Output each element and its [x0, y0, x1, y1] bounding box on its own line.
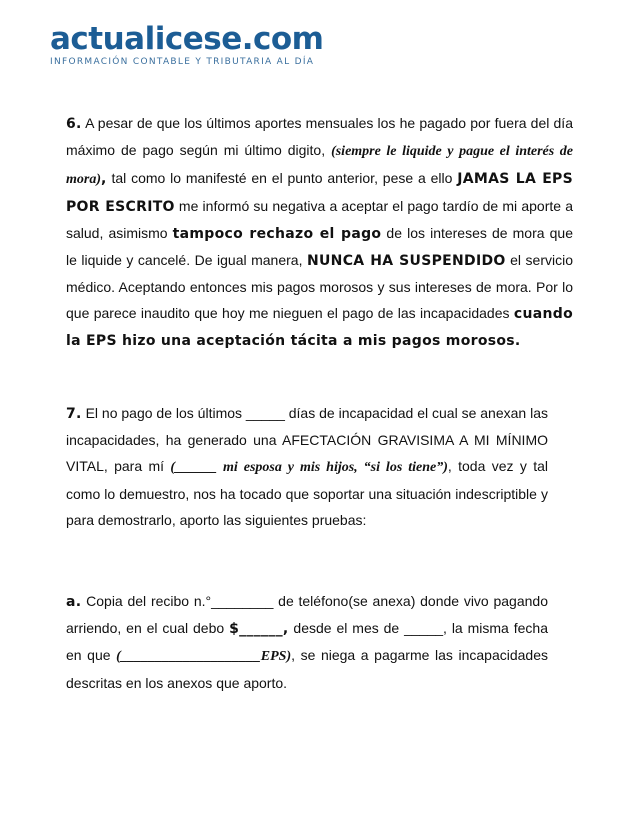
text: de los intereses de mora que le liquide y cancelé. De igual manera,: [66, 225, 573, 268]
text: El no pago de los últimos _____ días de incapacidad el cual se anexan las incapacidades, ha generado una AFECTACIÓN GRAVISIMA A MI MÍNIMO VITAL, para mí: [66, 405, 548, 474]
text: , toda vez y tal como lo demuestro, nos ha tocado que soportar una situación indescriptible y para demostrarlo, aporto las siguientes pruebas:: [66, 458, 548, 528]
text: Copia del recibo n.°________ de teléfono(se anexa) donde vivo pagando arriendo, en el cual debo: [66, 593, 548, 636]
text: tal como lo manifesté en el punto anterior, pese a ello: [106, 170, 458, 186]
paragraph-6: [66, 110, 573, 354]
text: , se niega a pagarme las incapacidades descritas en los anexos que aporto.: [66, 647, 548, 691]
text: A pesar de que los últimos aportes mensuales los he pagado por fuera del día máximo de pago según mi último digito,: [66, 115, 573, 158]
logo-title: actualicese.com: [50, 21, 324, 57]
paragraph-7: [66, 400, 548, 533]
item-number: 7.: [66, 406, 82, 422]
bold-text: $______,: [229, 621, 289, 637]
italic-note: (______ mi esposa y mis hijos, “si los tiene”): [170, 460, 448, 475]
bold-text: tampoco rechazo el pago: [172, 226, 382, 242]
italic-note: (____________________EPS): [116, 649, 292, 664]
item-number: 6.: [66, 116, 82, 132]
text: me informó su negativa a aceptar el pago tardío de mi aporte a salud, asimismo: [66, 198, 573, 241]
site-logo: [50, 22, 323, 68]
bold-text: ,: [101, 171, 107, 187]
bold-text: cuando la EPS hizo una aceptación tácita a mis pagos morosos.: [66, 306, 573, 349]
logo-tagline: INFORMACIÓN CONTABLE Y TRIBUTARIA AL DÍA: [50, 57, 315, 67]
bold-text: JAMAS LA EPS POR ESCRITO: [66, 171, 574, 215]
text: el servicio médico. Aceptando entonces mis pagos morosos y sus intereses de mora. Por lo que parece inaudito que hoy me nieguen el pago de las incapacidades: [66, 252, 574, 321]
bold-text: NUNCA HA SUSPENDIDO: [307, 253, 506, 269]
item-number: a.: [66, 594, 82, 610]
text: desde el mes de _____, la misma fecha en que: [66, 620, 548, 663]
paragraph-a: [66, 588, 548, 696]
italic-note: (siempre le liquide y pague el interés de mora): [66, 144, 573, 187]
